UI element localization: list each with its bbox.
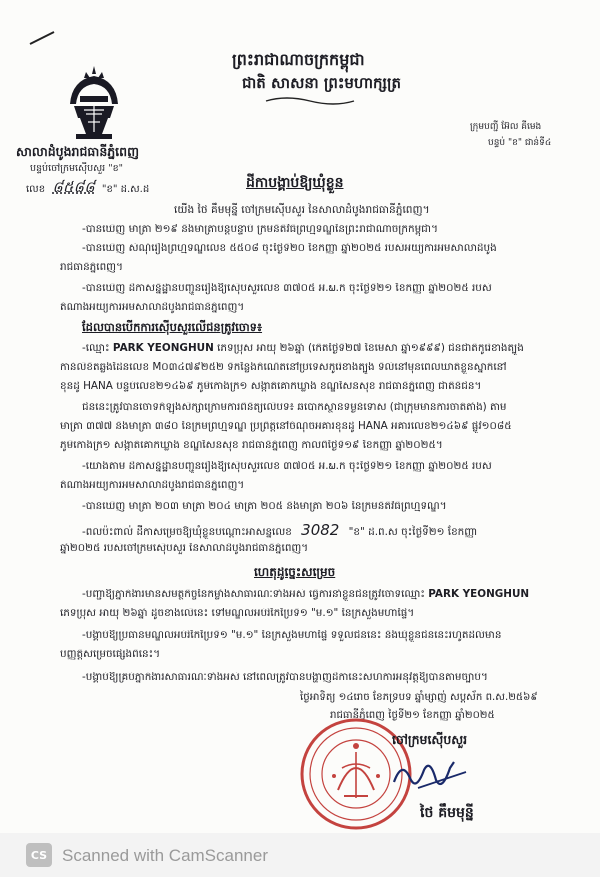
document-title: ដីកាបង្គាប់ឱ្យឃុំខ្លួន bbox=[246, 175, 344, 191]
accused-name: PARK YEONGHUN bbox=[112, 343, 214, 354]
date-lunar: ថ្ងៃអាទិត្យ ១៤រោច ខែភទ្របទ ឆ្នាំម្សាញ់ សប្តស័ក ព.ស.២៥៦៩ bbox=[300, 692, 538, 703]
paragraph-1: -បានឃើញ មាត្រា ២១៩ និងមាត្រាបន្តបន្ទាប់ ក្រមនីតិវិធីព្រហ្មទណ្ឌនៃព្រះរាជាណាចក្រកម្ពុជា។ bbox=[82, 224, 438, 235]
paragraph-3b: តំណាងអយ្យការអមសាលាដំបូងរាជធានីភ្នំពេញ។ bbox=[60, 302, 245, 313]
pen-mark bbox=[28, 28, 58, 48]
order-line-4: បញ្ញត្តិសម្រេចផ្សេងពីនេះ។ bbox=[60, 649, 161, 660]
scanner-footer bbox=[0, 833, 600, 877]
court-number bbox=[26, 180, 149, 195]
charge-line-3: ភូមិកោងក្រ១ សង្កាត់គោកឃ្លាង ខណ្ឌសែនសុខ រាជធានីភ្នំពេញ កាលពីថ្ងៃទី១៩ ខែកញ្ញា ឆ្នាំ២០២៥។ bbox=[60, 440, 443, 451]
kingdom-title: ព្រះរាជាណាចក្រកម្ពុជា bbox=[232, 50, 365, 69]
accused-line-1 bbox=[82, 343, 582, 355]
articles-line: -បានឃើញ មាត្រា ២០៣ មាត្រា ២០៤ មាត្រា ២០៥ និងមាត្រា ២០៦ នៃក្រមនីតិវិធីព្រហ្មទណ្ឌ។ bbox=[82, 501, 447, 512]
motto-ornament bbox=[262, 96, 358, 106]
paragraph-3: -បានឃើញ ដីកាសន្និដ្ឋានបញ្ជូនរឿងឱ្យស៊ើបសួរលេខ ៣៧០៥ អ.ພ.ក ចុះថ្ងៃទី២១ ខែកញ្ញា ឆ្នាំ២០២៥ របស់ bbox=[82, 283, 492, 294]
order-line-3: -បង្គាប់ឱ្យប្រធានមណ្ឌលអប់រំកែប្រែទី១ "ម.១" នៃក្រសួងមហាផ្ទៃ ទទួលជននេះ និងឃុំខ្លួនជននេះរហូតដល់មាន bbox=[82, 630, 502, 641]
order-accused-name: PARK YEONGHUN bbox=[428, 589, 530, 600]
date-place: រាជធានីភ្នំពេញ ថ្ងៃទី២១ ខែកញ្ញា ឆ្នាំ២០២៥ bbox=[330, 710, 495, 721]
decree-line-1 bbox=[82, 522, 582, 539]
charge-line-2: មាត្រា ៣៧៧ និងមាត្រា ៣៨០ នៃក្រមព្រហ្មទណ្ឌ ប្រព្រឹត្តនៅចំណុចអគារខុនដូ HANA អគារលេខ២១៤៦៩ ផ្លូវ១០៨៥ bbox=[60, 421, 512, 432]
accused-post: ភេទប្រុស អាយុ ២៦ឆ្នាំ (កើតថ្ងៃទី២៧ ខែមេសា ឆ្នាំ១៩៩៩) ជនជាតិកូរ៉េខាងត្បូង bbox=[213, 343, 524, 354]
order-line-2: ភេទប្រុស អាយុ ២៦ឆ្នាំ ដូចខាងលើនេះ ទៅមណ្ឌលអប់រំកែប្រែទី១ "ម.១" នៃក្រសួងមហាផ្ទៃ។ bbox=[60, 608, 415, 619]
signer-name: ថៃ គឹមមុន្នី bbox=[420, 805, 474, 821]
number-suffix: "ខ" ដ.ស.ដ bbox=[101, 184, 150, 195]
accused-line-3: ខុនដូ HANA បន្ទប់លេខ២១៤៦៩ ភូមិកោងក្រ១ សង្កាត់គោកឃ្លាង ខណ្ឌសែនសុខ រាជធានីភ្នំពេញ ជាតិនីជន។ bbox=[60, 381, 482, 392]
order-line-5: -បង្គាប់ឱ្យគ្រប់ភ្នាក់ងារសាធារណៈទាំងអស់ នៅពេលត្រូវបានបង្ហាញដីកានេះសហការអនុវត្តឱ្យបានតាមច្បាប់។ bbox=[82, 672, 488, 683]
order-pre: -បញ្ជាឱ្យភ្នាក់ងារមានសមត្ថកិច្ចនៃកម្លាំងសាធារណៈទាំងអស់ ធ្វើការនាំខ្លួនជនត្រូវចោទឈ្មោះ bbox=[82, 589, 429, 600]
signer-title: ចៅក្រមស៊ើបសួរ bbox=[392, 732, 468, 747]
order-line-1 bbox=[82, 589, 582, 601]
pursuant-line-2: តំណាងអយ្យការអមសាលាដំបូងរាជធានីភ្នំពេញ។ bbox=[60, 480, 245, 491]
charge-line-1: ជននេះត្រូវបានចោទកំឡុងសិក្សាក្រោមការពិនិត្យលើបទ៖ ឆបោកស្ថានទម្ងន់ទោស (ជាក្រុមមានការចាត់តាំង) តាម bbox=[82, 402, 507, 413]
camscanner-watermark: Scanned with CamScanner bbox=[62, 846, 269, 865]
accused-line-2: កាន់លិខិតឆ្លងដែនលេខ M០៣៤៧៩២៥២ ទីកន្លែងកំណើតនៅប្រទេសកូរ៉េខាងត្បូង ទីលំនៅមុនពេលឃាត់ខ្លួនស្នាក់នៅ bbox=[60, 362, 507, 373]
section-reasons-heading: ហេតុដូច្នេះសម្រេច bbox=[254, 565, 336, 579]
accused-pre: -ឈ្មោះ bbox=[82, 343, 113, 354]
decree-line-2: ឆ្នាំ២០២៥ របស់ចៅក្រមស៊ើបសួរ នៃសាលាដំបូងរាជធានីភ្នំពេញ។ bbox=[60, 543, 309, 554]
camscanner-logo-icon: CS bbox=[26, 843, 52, 867]
decree-number-tail: "ខ" ដ.ព.ស ចុះថ្ងៃទី២១ ខែកញ្ញា bbox=[348, 526, 478, 538]
decree-pre: -ពលប៉ះពាល់ ដីកាសម្រេចឱ្យឃុំខ្លួនបណ្តោះអាសន្នលេខ bbox=[82, 526, 296, 538]
paragraph-2b: រាជធានីភ្នំពេញ។ bbox=[60, 262, 123, 273]
national-motto: ជាតិ សាសនា ព្រះមហាក្សត្រ bbox=[242, 74, 401, 92]
court-name: សាលាដំបូងរាជធានីភ្នំពេញ bbox=[16, 144, 139, 159]
signature-icon bbox=[388, 752, 478, 800]
case-ref-line1: ក្រុមបញ្ជី អ៊ែល គីមេង bbox=[470, 122, 542, 132]
court-office: បន្ទប់ចៅក្រមស៊ើបសួរ "ខ" bbox=[30, 163, 123, 174]
judge-intro: យើង ថៃ គឹមមុន្នី ចៅក្រមស៊ើបសួរ នៃសាលាដំបូងរាជធានីភ្នំពេញ។ bbox=[174, 204, 430, 216]
court-emblem-icon bbox=[62, 62, 126, 144]
decree-number-handwritten: 3082 bbox=[295, 522, 345, 539]
section-accused-heading: ដែលបានបើកការស៊ើបសួរលើជនត្រូវចោទ៖ bbox=[82, 320, 263, 334]
paragraph-2: -បានឃើញ សំណុំរឿងព្រហ្មទណ្ឌលេខ ៥៥០៨ ចុះថ្ងៃទី២០ ខែកញ្ញា ឆ្នាំ២០២៥ របស់អយ្យការអមសាលាដំបូង bbox=[82, 243, 497, 254]
number-handwritten: ៨៥៨៨ bbox=[52, 178, 95, 196]
pursuant-line-1: -យោងតាម ដីកាសន្និដ្ឋានបញ្ជូនរឿងឱ្យស៊ើបសួរលេខ ៣៧០៥ អ.ພ.ក ចុះថ្ងៃទី២១ ខែកញ្ញា ឆ្នាំ២០២៥ របស់ bbox=[82, 461, 492, 472]
number-label: លេខ bbox=[26, 184, 46, 195]
case-ref-line2: បន្ទប់ "ខ" ជាន់ទី៤ bbox=[488, 138, 552, 148]
